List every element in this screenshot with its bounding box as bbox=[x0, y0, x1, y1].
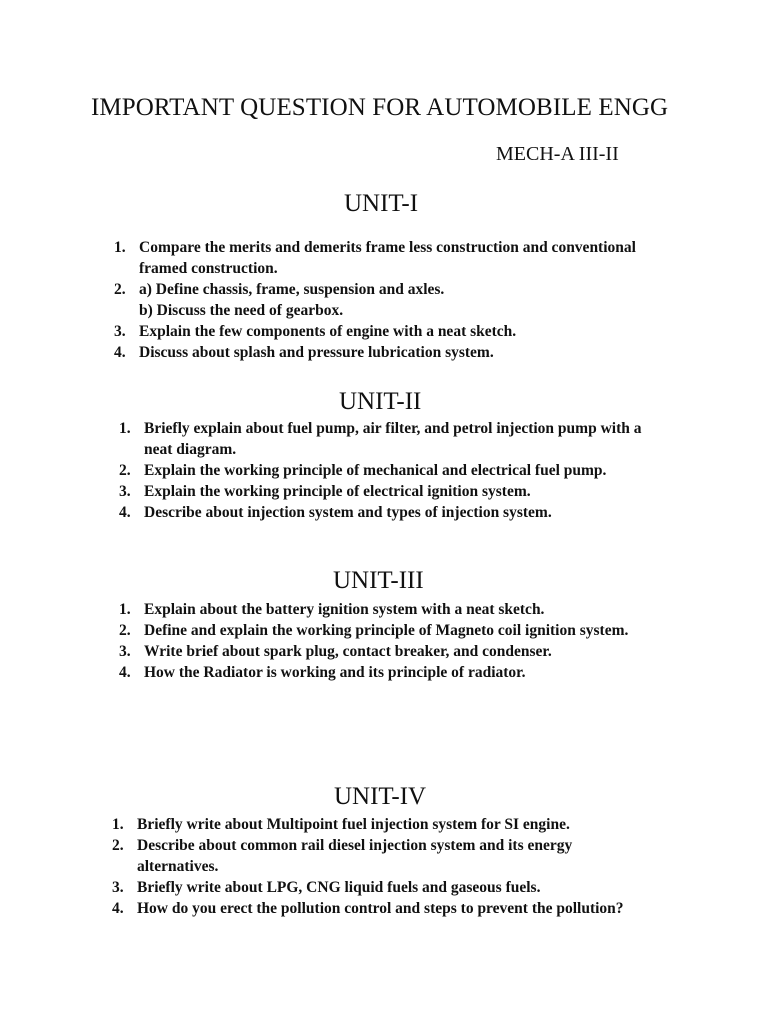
question-text: Explain the working principle of electrical ignition system. bbox=[144, 483, 531, 500]
question-list bbox=[114, 237, 636, 363]
question-text: Briefly write about Multipoint fuel injection system for SI engine. bbox=[137, 816, 570, 833]
question-text: Explain the few components of engine with a neat sketch. bbox=[139, 323, 517, 340]
unit-heading: UNIT-IV bbox=[334, 783, 427, 810]
question-number: 4. bbox=[119, 664, 131, 681]
question-text: alternatives. bbox=[137, 858, 219, 875]
question-text: Compare the merits and demerits frame less construction and conventional bbox=[139, 239, 636, 256]
question-item bbox=[112, 877, 624, 898]
question-text: a) Define chassis, frame, suspension and axles. bbox=[139, 281, 445, 298]
question-item bbox=[119, 641, 628, 662]
question-text: Briefly write about LPG, CNG liquid fuels and gaseous fuels. bbox=[137, 879, 541, 896]
question-number: 2. bbox=[119, 462, 131, 479]
question-text: Briefly explain about fuel pump, air filter, and petrol injection pump with a bbox=[144, 420, 642, 437]
question-number: 4. bbox=[114, 344, 126, 361]
unit-heading: UNIT-III bbox=[333, 567, 424, 594]
question-text: framed construction. bbox=[139, 260, 278, 277]
question-item bbox=[114, 321, 636, 342]
question-list bbox=[112, 814, 624, 919]
question-number: 3. bbox=[119, 483, 131, 500]
question-number: 3. bbox=[112, 879, 124, 896]
question-number: 1. bbox=[114, 239, 126, 256]
question-item bbox=[119, 599, 628, 620]
question-text: Explain about the battery ignition system with a neat sketch. bbox=[144, 601, 545, 618]
question-number: 4. bbox=[112, 900, 124, 917]
question-item bbox=[119, 502, 641, 523]
question-item bbox=[119, 620, 628, 641]
question-item bbox=[112, 835, 624, 877]
question-text: Describe about common rail diesel injection system and its energy bbox=[137, 837, 573, 854]
question-subpart: b) Discuss the need of gearbox. bbox=[139, 302, 344, 319]
question-number: 2. bbox=[112, 837, 124, 854]
question-text: Define and explain the working principle of Magneto coil ignition system. bbox=[144, 622, 629, 639]
question-text: Write brief about spark plug, contact breaker, and condenser. bbox=[144, 643, 552, 660]
question-text: Describe about injection system and types of injection system. bbox=[144, 504, 552, 521]
question-item bbox=[114, 237, 636, 279]
unit-heading: UNIT-II bbox=[339, 388, 422, 415]
question-item bbox=[112, 898, 624, 919]
document-title: IMPORTANT QUESTION FOR AUTOMOBILE ENGG bbox=[91, 94, 669, 121]
question-item bbox=[119, 418, 641, 460]
question-item bbox=[119, 662, 628, 683]
question-number: 1. bbox=[119, 420, 131, 437]
question-item bbox=[114, 279, 636, 321]
question-item bbox=[112, 814, 624, 835]
question-number: 1. bbox=[112, 816, 124, 833]
document-subtitle: MECH-A III-II bbox=[496, 143, 619, 165]
question-text: How the Radiator is working and its principle of radiator. bbox=[144, 664, 526, 681]
question-item bbox=[114, 342, 636, 363]
question-list bbox=[119, 599, 628, 683]
question-number: 2. bbox=[119, 622, 131, 639]
question-text: Discuss about splash and pressure lubrication system. bbox=[139, 344, 494, 361]
question-number: 2. bbox=[114, 281, 126, 298]
question-item bbox=[119, 481, 641, 502]
question-number: 1. bbox=[119, 601, 131, 618]
question-number: 3. bbox=[114, 323, 126, 340]
unit-heading: UNIT-I bbox=[344, 190, 419, 217]
question-item bbox=[119, 460, 641, 481]
question-text: neat diagram. bbox=[144, 441, 237, 458]
question-list bbox=[119, 418, 641, 523]
question-text: Explain the working principle of mechanical and electrical fuel pump. bbox=[144, 462, 607, 479]
question-number: 4. bbox=[119, 504, 131, 521]
question-number: 3. bbox=[119, 643, 131, 660]
question-text: How do you erect the pollution control and steps to prevent the pollution? bbox=[137, 900, 624, 917]
